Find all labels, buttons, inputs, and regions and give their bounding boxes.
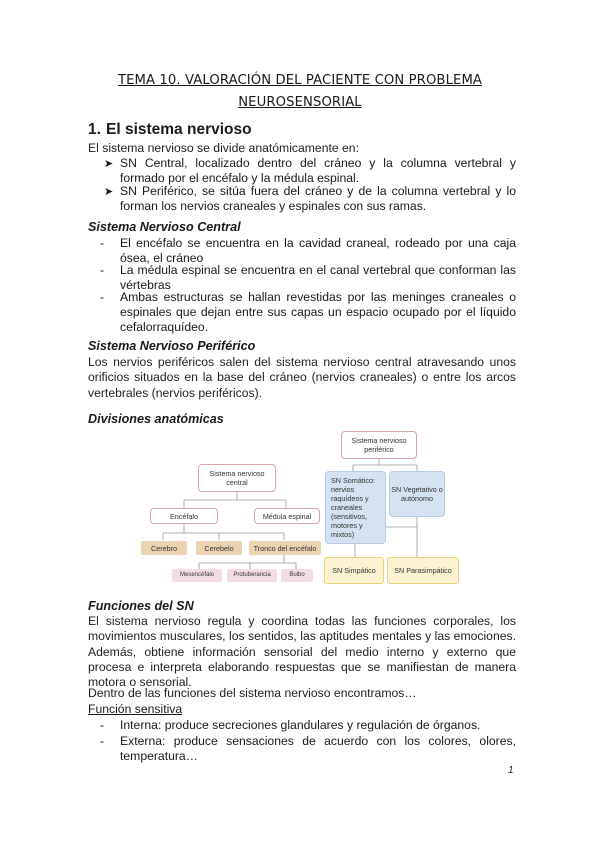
funciones-intro: Dentro de las funciones del sistema nervioso encontramos… xyxy=(88,686,417,700)
section-title: El sistema nervioso xyxy=(106,121,252,138)
node-cerebro: Cerebro xyxy=(141,541,187,555)
list-item-text: Interna: produce secreciones glandulares y regulación de órganos. xyxy=(120,718,481,732)
node-medula: Médula espinal xyxy=(254,508,320,524)
node-vegetativo: SN Vegetativo o autónomo xyxy=(389,471,445,517)
node-mesencefalo: Mesencéfalo xyxy=(172,569,222,582)
list-item-text: Ambas estructuras se hallan revestidas por las meninges craneales o espinales que dejan entre sus capas un espacio ocupado por el líquido cefalorraquídeo. xyxy=(120,290,516,335)
list-item-text: La médula espinal se encuentra en el canal vertebral que conforman las vértebras xyxy=(120,263,516,293)
dash-bullet: - xyxy=(100,734,105,748)
list-item-text: SN Periférico, se sitúa fuera del cráneo y de la columna vertebral y lo forman los nervios craneales y espinales con sus ramas. xyxy=(120,184,516,213)
node-snp: Sistema nervioso periférico xyxy=(341,431,417,459)
page-number: 1 xyxy=(508,765,514,776)
title-line-2: NEUROSENSORIAL xyxy=(238,95,362,110)
arrow-bullet-icon: ➤ xyxy=(104,158,114,170)
node-tronco: Tronco del encéfalo xyxy=(249,541,321,555)
dash-bullet: - xyxy=(100,263,105,277)
title-line-1: TEMA 10. VALORACIÓN DEL PACIENTE CON PROBLEMA xyxy=(117,73,483,88)
list-item-text: SN Central, localizado dentro del cráneo y la columna vertebral y formado por el encéfalo y la médula espinal. xyxy=(120,156,516,185)
list-item-text: Externa: produce sensaciones de acuerdo con los colores, olores, temperatura… xyxy=(120,734,516,764)
subheading-funciones: Funciones del SN xyxy=(88,599,194,613)
node-bulbo: Bulbo xyxy=(281,569,313,582)
section-number: 1. xyxy=(88,121,101,138)
subheading-snc: Sistema Nervioso Central xyxy=(88,220,241,234)
snp-paragraph: Los nervios periféricos salen del sistema nervioso central atravesando unos orificios situados en la base del cráneo (nervios craneales) o entre los arcos vertebrales (nervios periféricos). xyxy=(88,355,516,400)
arrow-bullet-icon: ➤ xyxy=(104,186,114,198)
section-intro: El sistema nervioso se divide anatómicamente en: xyxy=(88,141,359,155)
node-parasimpatico: SN Parasimpático xyxy=(387,557,459,584)
list-item-text: El encéfalo se encuentra en la cavidad craneal, rodeado por una caja ósea, el cráneo xyxy=(120,236,516,266)
node-encefalo: Encéfalo xyxy=(150,508,218,524)
dash-bullet: - xyxy=(100,236,105,250)
funciones-paragraph: El sistema nervioso regula y coordina todas las funciones corporales, los movimientos musculares, los sentidos, las aptitudes mentales y las emociones. Además, obtiene información sensorial del medio interno y externo que procesa e interpreta elaborando respuestas que se manifiestan de manera motora o sensorial. xyxy=(88,614,516,690)
node-simpatico: SN Simpático xyxy=(324,557,384,584)
dash-bullet: - xyxy=(100,718,105,732)
subheading-divisiones: Divisiones anatómicas xyxy=(88,412,224,426)
subheading-snp: Sistema Nervioso Periférico xyxy=(88,339,256,353)
dash-bullet: - xyxy=(100,290,105,304)
node-protuberancia: Protuberancia xyxy=(227,569,277,582)
subheading-sensitiva: Función sensitiva xyxy=(88,702,183,716)
node-somatico: SN Somático: nervios raquídeos y craneales (sensitivos, motores y mixtos) xyxy=(325,471,386,544)
node-cerebelo: Cerebelo xyxy=(196,541,242,555)
node-snc: Sistema nervioso central xyxy=(198,464,276,492)
